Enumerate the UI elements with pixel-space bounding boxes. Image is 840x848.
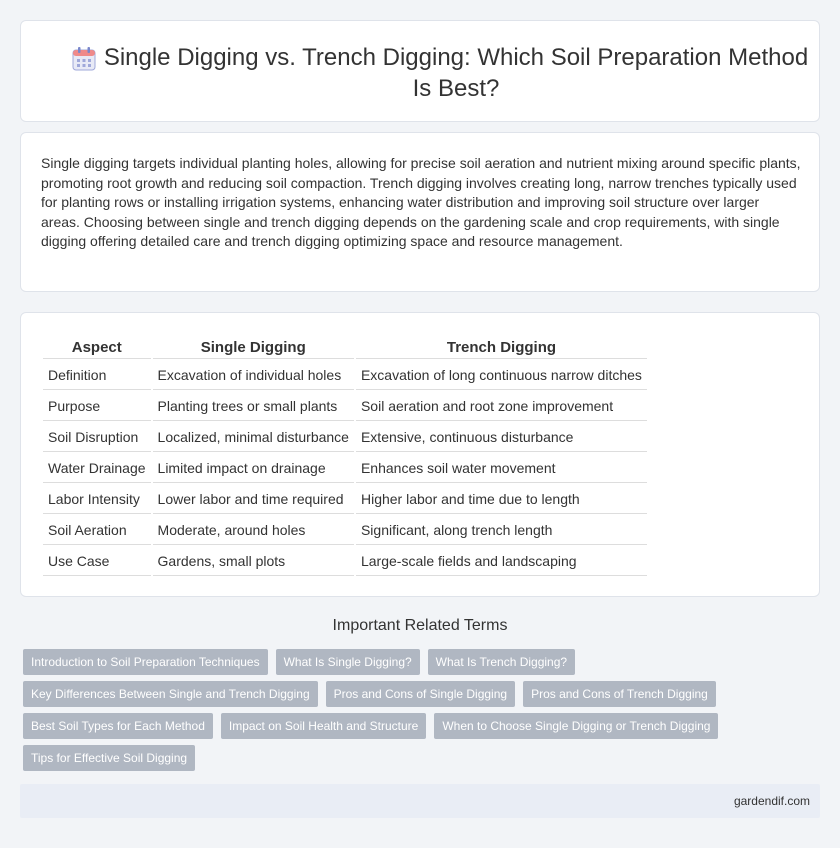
table-cell: Excavation of long continuous narrow ditches — [356, 361, 647, 390]
table-cell: Excavation of individual holes — [153, 361, 354, 390]
table-cell: Moderate, around holes — [153, 516, 354, 545]
table-cell: Significant, along trench length — [356, 516, 647, 545]
table-cell: Purpose — [43, 392, 151, 421]
related-term-link[interactable]: Best Soil Types for Each Method — [23, 713, 213, 739]
related-term-link[interactable]: Introduction to Soil Preparation Techniques — [23, 649, 268, 675]
related-terms-title: Important Related Terms — [332, 617, 508, 634]
header-trench-digging: Trench Digging — [356, 335, 647, 359]
related-term-link[interactable]: Pros and Cons of Single Digging — [326, 681, 515, 707]
footer — [20, 784, 820, 818]
table-cell: Gardens, small plots — [153, 547, 354, 576]
header-card — [20, 20, 820, 122]
related-term-link[interactable]: What Is Single Digging? — [276, 649, 420, 675]
table-row — [43, 454, 647, 483]
related-term-link[interactable]: Impact on Soil Health and Structure — [221, 713, 426, 739]
table-row — [43, 423, 647, 452]
table-row — [43, 516, 647, 545]
table-header-row — [43, 335, 647, 359]
table-cell: Use Case — [43, 547, 151, 576]
related-term-link[interactable]: Tips for Effective Soil Digging — [23, 745, 195, 771]
table-cell: Extensive, continuous disturbance — [356, 423, 647, 452]
header-single-digging: Single Digging — [153, 335, 354, 359]
table-cell: Soil Aeration — [43, 516, 151, 545]
related-terms-list — [23, 649, 823, 777]
header-aspect: Aspect — [43, 335, 151, 359]
table-cell: Limited impact on drainage — [153, 454, 354, 483]
comparison-table-card — [20, 312, 820, 597]
table-cell: Planting trees or small plants — [153, 392, 354, 421]
related-term-link[interactable]: Pros and Cons of Trench Digging — [523, 681, 716, 707]
table-cell: Localized, minimal disturbance — [153, 423, 354, 452]
page-title: Single Digging vs. Trench Digging: Which Soil Preparation Method Is Best? — [103, 44, 809, 102]
table-row — [43, 392, 647, 421]
related-term-link[interactable]: When to Choose Single Digging or Trench Digging — [434, 713, 718, 739]
table-cell: Labor Intensity — [43, 485, 151, 514]
table-cell: Higher labor and time due to length — [356, 485, 647, 514]
table-cell: Water Drainage — [43, 454, 151, 483]
intro-paragraph: Single digging targets individual planting holes, allowing for precise soil aeration and nutrient mixing around specific plants, promoting root growth and reducing soil compaction. Trench digging involves creating long, narrow trenches typically used for planting rows or installing irrigation systems, enhancing water distribution and improving soil structure over larger areas. Choosing between single and trench digging depends on the gardening scale and crop requirements, with single digging offering detailed care and trench digging optimizing space and resource management. — [41, 155, 801, 250]
comparison-table — [41, 333, 649, 578]
related-term-link[interactable]: What Is Trench Digging? — [428, 649, 575, 675]
table-cell: Soil aeration and root zone improvement — [356, 392, 647, 421]
table-cell: Lower labor and time required — [153, 485, 354, 514]
table-cell: Enhances soil water movement — [356, 454, 647, 483]
footer-site-link[interactable]: gardendif.com — [733, 794, 810, 808]
table-cell: Soil Disruption — [43, 423, 151, 452]
intro-card — [20, 132, 820, 292]
calendar-icon — [71, 46, 97, 72]
table-row — [43, 361, 647, 390]
table-row — [43, 547, 647, 576]
related-term-link[interactable]: Key Differences Between Single and Trench Digging — [23, 681, 318, 707]
table-cell: Definition — [43, 361, 151, 390]
table-row — [43, 485, 647, 514]
table-cell: Large-scale fields and landscaping — [356, 547, 647, 576]
